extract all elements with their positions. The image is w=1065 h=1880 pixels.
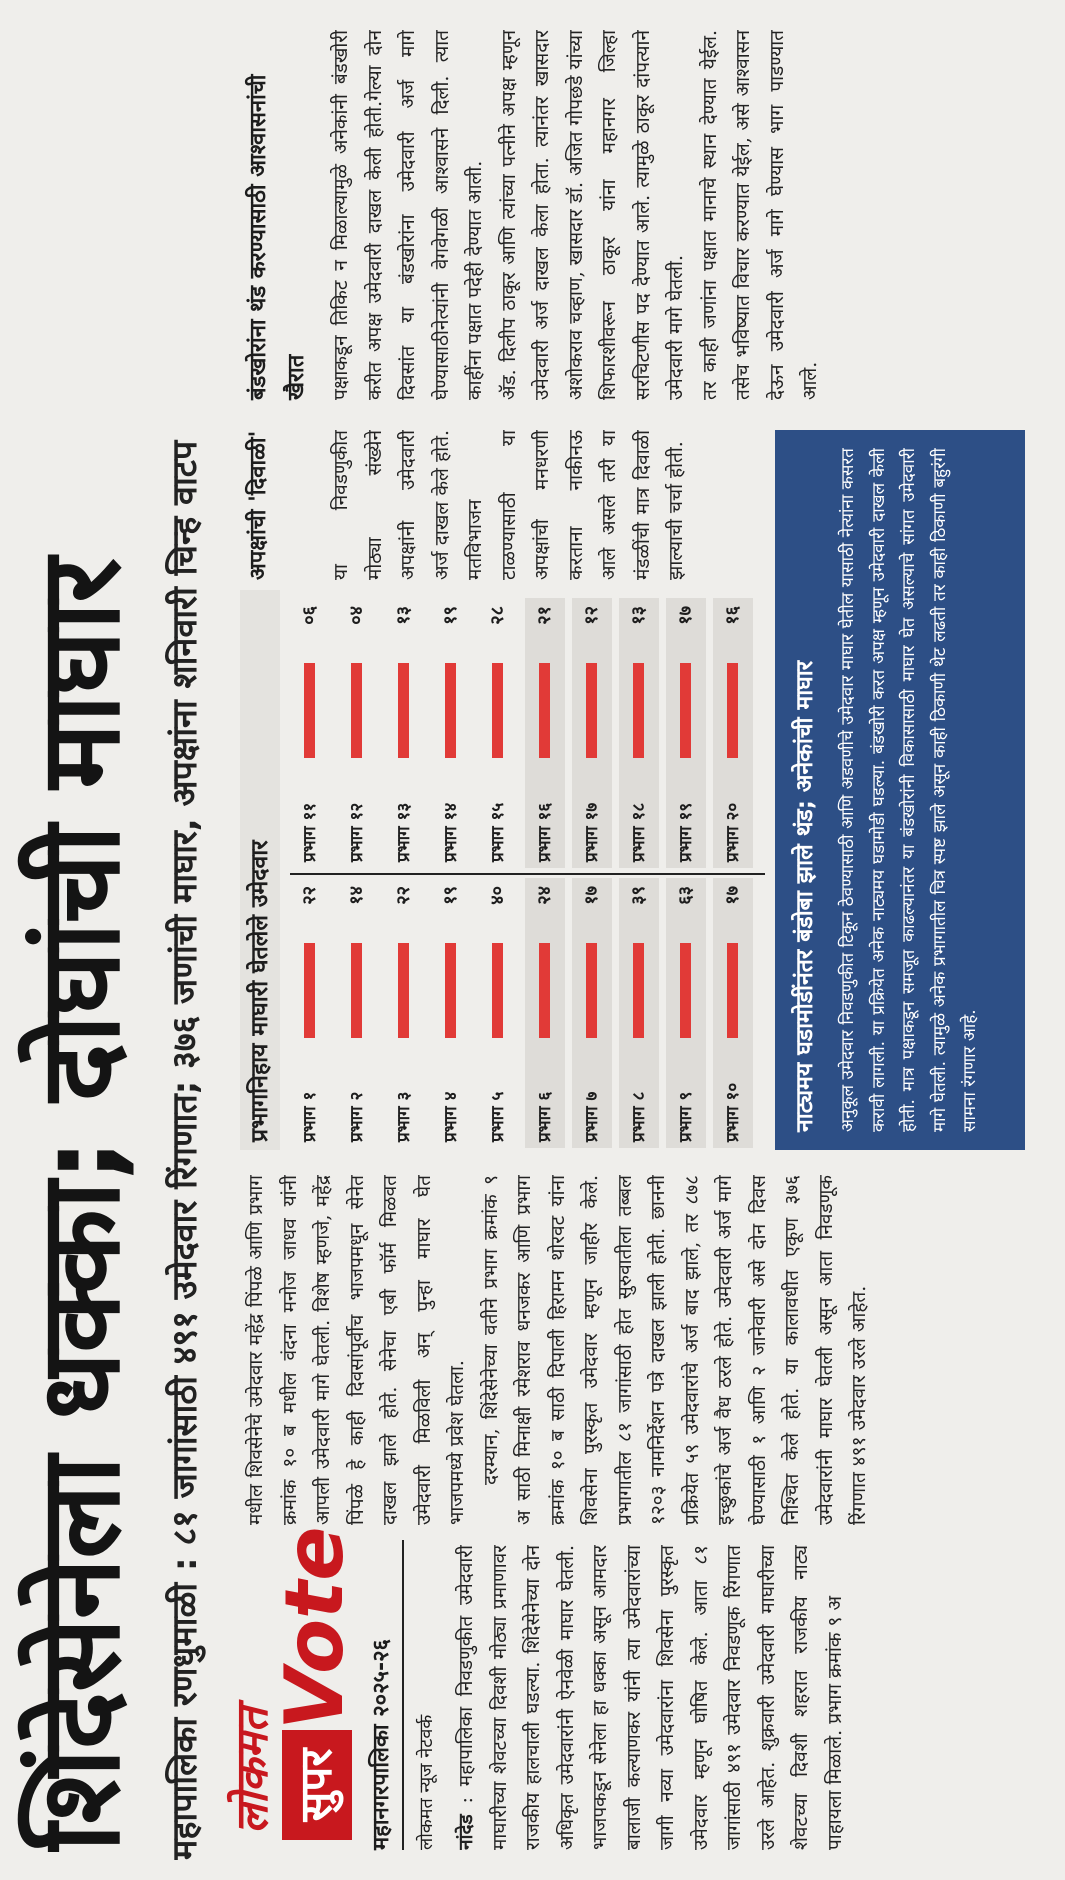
withdrawal-bar bbox=[633, 663, 644, 758]
ward-label: प्रभाग ११ bbox=[300, 802, 320, 862]
highlight-box bbox=[775, 430, 1025, 1150]
withdrawal-bar bbox=[398, 943, 409, 1038]
table-row bbox=[384, 878, 424, 1148]
dateline: नांदेड bbox=[455, 1814, 477, 1850]
withdrawal-count: ०४ bbox=[346, 606, 367, 625]
table-row bbox=[666, 598, 706, 868]
headline: शिंदेसेनेला धक्का; दोघांची माघार bbox=[16, 558, 144, 1852]
withdrawal-bar bbox=[351, 663, 362, 758]
article-text: : महापालिका निवडणुकीत उमेदवारी माघारीच्या शेवटच्या दिवशी मोठ्या प्रमाणावर राजकीय हालचाली घडल्या. शिंदेसेनेच्या दोन अधिकृत उमेदवारांनी ऐनवेळी माघार घेतली. भाजपकडून सेनेला हा धक्का असून आमदार बालाजी कल्याणकर यांनी त्या उमेदवारांच्या जागी नव्या उमेदवारांना शिवसेना पुरस्कृत उमेदवार म्हणून घोषित केले. आता ८१ जागांसाठी ४९१ उमेदवार निवडणूक रिंगणात उरले आहेत. शुक्रवारी उमेदवारी माघारीच्या शेवटच्या दिवशी शहरात राजकीय नाट्य पाहायला मिळाले. प्रभाग क्रमांक ९ अ bbox=[455, 1545, 846, 1850]
subheadline: महापालिका रणधुमाळी : ८१ जागांसाठी ४९१ उमेदवार रिंगणात; ३७६ जणांची माघार, अपक्षांना शनिवारी चिन्ह वाटप bbox=[165, 440, 205, 1860]
table-row bbox=[337, 598, 377, 868]
withdrawal-bar bbox=[351, 943, 362, 1038]
withdrawal-count: २२ bbox=[299, 886, 320, 905]
table-row bbox=[619, 878, 659, 1148]
article-column-1 bbox=[450, 1545, 1030, 1850]
withdrawal-count: २२ bbox=[393, 886, 414, 905]
table-row bbox=[713, 598, 753, 868]
withdrawal-count: १३ bbox=[628, 606, 649, 625]
ward-label: प्रभाग १३ bbox=[394, 802, 414, 862]
table-row bbox=[337, 878, 377, 1148]
table-row bbox=[431, 878, 471, 1148]
withdrawal-count: १९ bbox=[440, 606, 461, 625]
table-row bbox=[478, 598, 518, 868]
withdrawal-bar bbox=[586, 663, 597, 758]
table-row bbox=[572, 598, 612, 868]
ward-label: प्रभाग १ bbox=[300, 1091, 320, 1142]
article-paragraph: पक्षाकडून तिकिट न मिळाल्यामुळे अनेकांनी बंडखोरी करीत अपक्ष उमेदवारी दाखल केली होती.गेल्या दोन दिवसांत या बंडखोरांना उमेदवारी अर्ज मागे घेण्यासाठीनेत्यांनी वेगवेगळी आश्वासने दिली. त्यात काहींना पक्षात पदेही देण्यात आली. bbox=[330, 30, 486, 400]
withdrawal-bar bbox=[727, 663, 738, 758]
logo-super: सुपर bbox=[282, 1730, 352, 1840]
table-row bbox=[666, 878, 706, 1148]
withdrawal-count: २८ bbox=[487, 606, 508, 625]
lokmat-super-vote-logo bbox=[220, 1526, 361, 1850]
withdrawal-count: २१ bbox=[534, 606, 555, 625]
withdrawal-bar bbox=[680, 663, 691, 758]
withdrawal-bar bbox=[680, 943, 691, 1038]
withdrawal-count: १७ bbox=[722, 886, 743, 905]
ward-label: प्रभाग १० bbox=[723, 1082, 743, 1142]
withdrawal-bar bbox=[492, 943, 503, 1038]
withdrawal-count: १७ bbox=[581, 886, 602, 905]
ward-label: प्रभाग ९ bbox=[676, 1091, 696, 1142]
table-row bbox=[525, 878, 565, 1148]
withdrawal-bar bbox=[445, 943, 456, 1038]
ward-label: प्रभाग १९ bbox=[676, 802, 696, 862]
ward-label: प्रभाग २ bbox=[347, 1091, 367, 1142]
article-column-2 bbox=[240, 1175, 1030, 1525]
ward-label: प्रभाग ४ bbox=[441, 1091, 461, 1142]
table-divider bbox=[290, 873, 765, 875]
sidebar-heading-2: बंडखोरांना थंड करण्यासाठी आश्वासनांची खैरात bbox=[246, 74, 309, 400]
article-paragraph: मधील शिवसेनेचे उमेदवार महेंद्र पिंपळे आणि प्रभाग क्रमांक १० ब मधील वंदना मनोज जाधव यांनी आपली उमेदवारी मागे घेतली. विशेष म्हणजे, महेंद्र पिंपळे हे काही दिवसांपूर्वीच भाजपमधून सेनेत दाखल झाले होते. सेनेचा एबी फॉर्म मिळवत उमेदवारी मिळविली अन् पुन्हा माघार घेत भाजपमध्ये प्रवेश घेतला. bbox=[245, 1175, 468, 1525]
highlight-box-text: अनुकूल उमेदवार निवडणुकीत टिकून ठेवण्यासाठी आणि अडवणीचे उमेदवार माघार घेतील यासाठी नेत्यांना कसरत करावी लागली. या प्रक्रियेत अनेक नाट्यमय घडामोडी घडल्या. बंडखोरी करत अपक्ष म्हणून उमेदवारी दाखल केली होती. मात्र पक्षाकडून समजूत काढल्यानंतर या बंडखोरांनी विकासासाठी माघार घेत असल्याचे सांगत उमेदवारी मागे घेतली. त्यामुळे अनेक प्रभागातील चित्र स्पष्ट झाले असून काही ठिकाणी थेट लढती तर काही ठिकाणी बहुरंगी सामना रंगणार आहे. bbox=[838, 448, 980, 1132]
table-row bbox=[713, 878, 753, 1148]
ward-label: प्रभाग ८ bbox=[629, 1091, 649, 1142]
withdrawal-bar bbox=[445, 663, 456, 758]
withdrawal-bar bbox=[492, 663, 503, 758]
withdrawal-bar bbox=[586, 943, 597, 1038]
withdrawal-count: ३९ bbox=[628, 886, 649, 905]
withdrawal-count: १६ bbox=[722, 606, 743, 625]
logo-vote: Vote bbox=[268, 1526, 361, 1730]
table-row bbox=[290, 878, 330, 1148]
table-title: प्रभागनिहाय माघारी घेतलेले उमेदवार bbox=[240, 590, 280, 1150]
withdrawal-bar bbox=[539, 943, 550, 1038]
article-paragraph: ॲड. दिलीप ठाकूर आणि त्यांच्या पत्नीने अपक्ष म्हणून उमेदवारी अर्ज दाखल केला होता. त्यानंतर खासदार अशोकराव चव्हाण, खासदार डॉ. अजित गोपछडे यांच्या शिफारशीवरून ठाकूर यांना महानगर जिल्हा सरचिटणीस पद देण्यात आले. त्यामुळे ठाकूर दांपत्याने उमेदवारी मागे घेतली. bbox=[497, 30, 687, 400]
ward-label: प्रभाग १५ bbox=[488, 802, 508, 862]
withdrawal-count: १७ bbox=[675, 606, 696, 625]
article-column-4: या निवडणुकीत मोठ्या संख्येने अपक्षांनी उमेदवारी अर्ज दाखल केले होते. मतविभाजन टाळण्यासाठी या अपक्षांची मनधरणी करताना नाकीनऊ आले असले तरी या मंडळींची मात्र दिवाळी झाल्याची चर्चा होती. bbox=[330, 430, 687, 580]
ward-label: प्रभाग २० bbox=[723, 802, 743, 862]
withdrawal-count: ०६ bbox=[299, 606, 320, 625]
withdrawal-count: ६३ bbox=[675, 886, 696, 905]
withdrawal-count: १४ bbox=[346, 886, 367, 905]
edition-label: महानगरपालिका २०२५-२६ bbox=[362, 1540, 404, 1850]
highlight-box-title: नाट्यमय घडामोडींनंतर बंडोबा झाले थंड; अनेकांची माघार bbox=[792, 660, 818, 1132]
withdrawal-count: १३ bbox=[393, 606, 414, 625]
article-paragraph: तर काही जणांना पक्षात मानाचे स्थान देण्यात येईल. तसेच भविष्यात विचार करण्यात येईल, असे आश्वासन देऊन उमेदवारी अर्ज मागे घेण्यास भाग पाडण्यात आले. bbox=[698, 30, 821, 400]
withdrawal-count: २४ bbox=[534, 886, 555, 905]
withdrawal-bar bbox=[539, 663, 550, 758]
table-row bbox=[478, 878, 518, 1148]
withdrawal-bar bbox=[633, 943, 644, 1038]
withdrawal-bar bbox=[304, 943, 315, 1038]
ward-label: प्रभाग १७ bbox=[582, 802, 602, 862]
withdrawal-count: ४० bbox=[487, 886, 508, 905]
withdrawal-bar bbox=[398, 663, 409, 758]
logo-brand: लोकमत bbox=[227, 1707, 278, 1834]
ward-label: प्रभाग १२ bbox=[347, 802, 367, 862]
byline: लोकमत न्यूज नेटवर्क bbox=[416, 1714, 437, 1850]
table-row bbox=[619, 598, 659, 868]
ward-label: प्रभाग १४ bbox=[441, 802, 461, 862]
withdrawal-count: १२ bbox=[581, 606, 602, 625]
ward-label: प्रभाग ३ bbox=[394, 1091, 414, 1142]
ward-label: प्रभाग ६ bbox=[535, 1091, 555, 1142]
table-row bbox=[384, 598, 424, 868]
sidebar-heading: अपक्षांची 'दिवाळी' bbox=[246, 430, 271, 580]
withdrawal-bar bbox=[304, 663, 315, 758]
ward-label: प्रभाग १८ bbox=[629, 802, 649, 862]
table-row bbox=[431, 598, 471, 868]
ward-label: प्रभाग ५ bbox=[488, 1091, 508, 1142]
table-row bbox=[290, 598, 330, 868]
article-paragraph: दरम्यान, शिंदेसेनेच्या वतीने प्रभाग क्रमांक ९ अ साठी मिनाक्षी रमेशराव धनजकर आणि प्रभाग क्रमांक १० ब साठी दिपाली हिरामन थोरवट यांना शिवसेना पुरस्कृत उमेदवार म्हणून जाहीर केले. प्रभागातील ८१ जागांसाठी होत सुरुवातीला तब्बल १२०३ नामनिर्देशन पत्रे दाखल झाली होती. छाननी प्रक्रियेत ५९ उमेदवारांचे अर्ज बाद झाले, तर ८७८ इच्छुकांचे अर्ज वैध ठरले होते. उमेदवारी अर्ज मागे घेण्यासाठी १ आणि २ जानेवारी असे दोन दिवस निश्चित केले होते. या कालावधीत एकूण ३७६ उमेदवारांनी माघार घेतली असून आता निवडणूक रिंगणात ४९१ उमेदवार उरले आहेत. bbox=[479, 1175, 870, 1525]
ward-label: प्रभाग ७ bbox=[582, 1091, 602, 1142]
table-row bbox=[572, 878, 612, 1148]
table-row bbox=[525, 598, 565, 868]
ward-label: प्रभाग १६ bbox=[535, 802, 555, 862]
article-column-5 bbox=[325, 30, 1035, 400]
withdrawal-count: १९ bbox=[440, 886, 461, 905]
withdrawal-bar bbox=[727, 943, 738, 1038]
